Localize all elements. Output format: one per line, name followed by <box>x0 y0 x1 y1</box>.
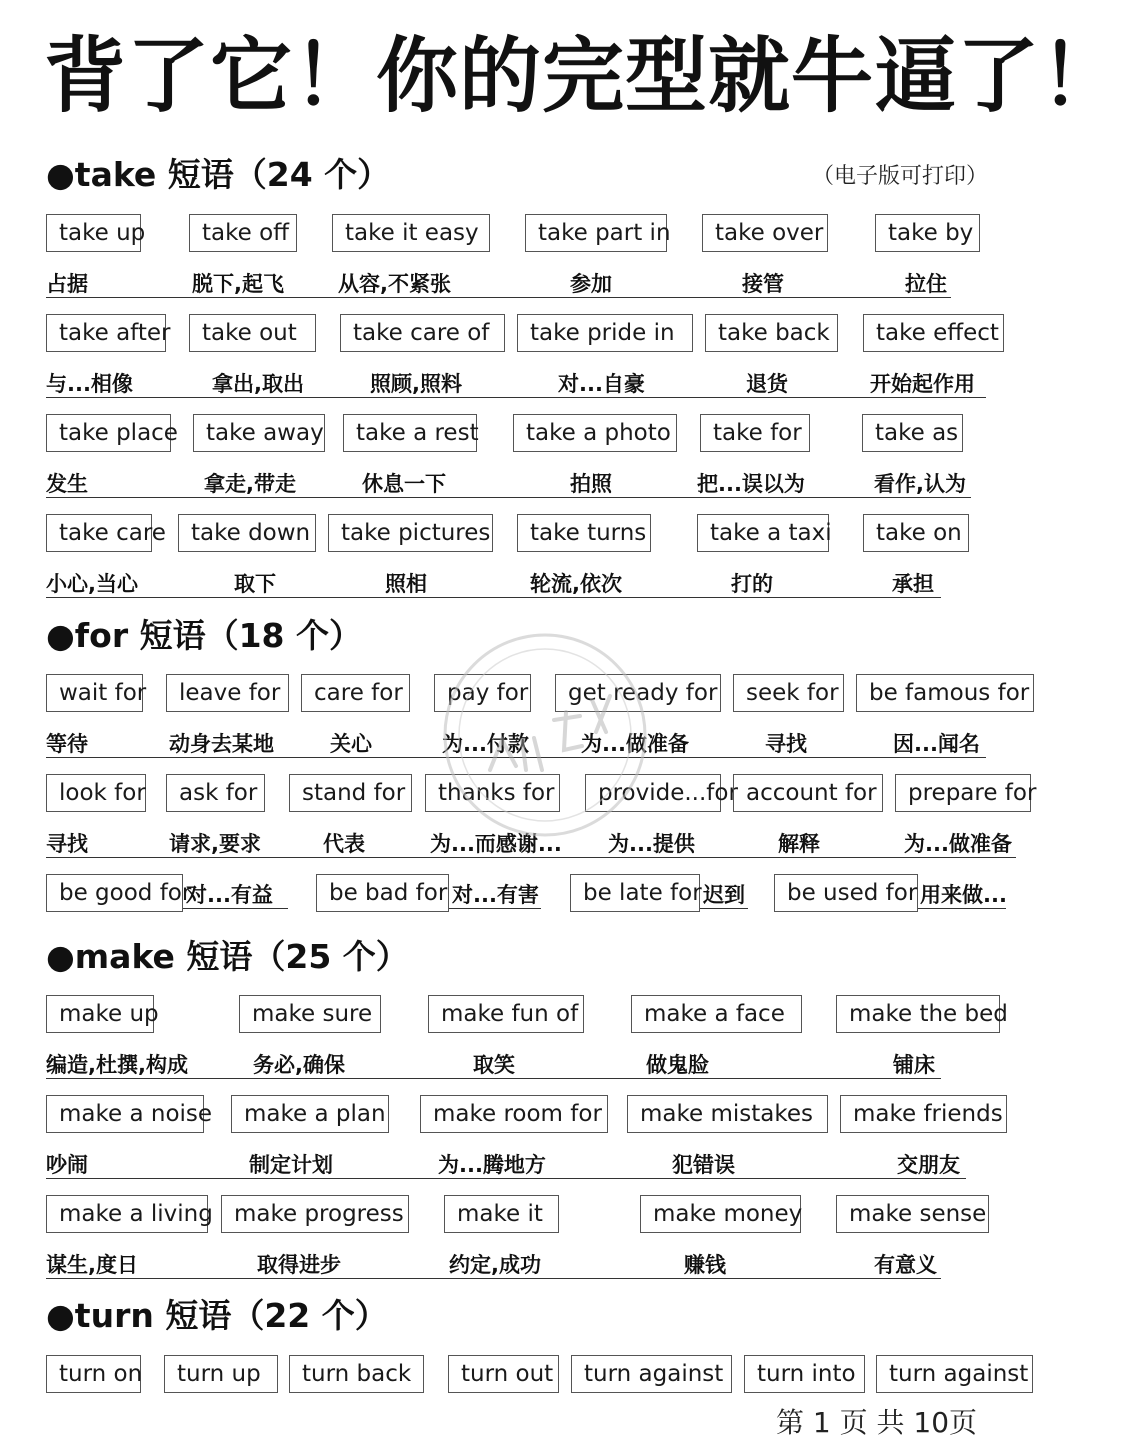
phrase-box: take a photo <box>513 414 677 452</box>
phrase-box: get ready for <box>555 674 721 712</box>
phrase-box: take it easy <box>332 214 490 252</box>
phrase-meaning: 编造,杜撰,构成 <box>46 1053 188 1077</box>
phrase-meaning: 休息一下 <box>362 472 446 496</box>
phrase-meaning: 铺床 <box>893 1053 935 1077</box>
phrase-box: seek for <box>733 674 844 712</box>
phrase-box: make a plan <box>231 1095 389 1133</box>
phrase-meaning: 因...闻名 <box>893 732 980 756</box>
phrase-box: turn against <box>876 1355 1033 1393</box>
phrase-box: make friends <box>840 1095 1007 1133</box>
phrase-box: take down <box>178 514 316 552</box>
phrase-box: wait for <box>46 674 143 712</box>
phrase-meaning: 为...付款 <box>442 732 529 756</box>
phrase-box: take back <box>705 314 838 352</box>
underline <box>46 1178 966 1179</box>
phrase-box: turn out <box>448 1355 559 1393</box>
underline <box>449 908 541 909</box>
phrase-meaning: 寻找 <box>46 832 88 856</box>
section-heading-take: ●take 短语（24 个） <box>46 155 391 194</box>
phrase-box: take as <box>862 414 963 452</box>
phrase-meaning: 为...做准备 <box>904 832 1012 856</box>
phrase-box: take off <box>189 214 297 252</box>
phrase-box: be bad for <box>316 874 449 912</box>
phrase-meaning: 与...相像 <box>46 372 133 396</box>
phrase-box: take over <box>702 214 828 252</box>
phrase-meaning: 为...提供 <box>608 832 695 856</box>
phrase-meaning: 赚钱 <box>684 1253 726 1277</box>
phrase-meaning: 脱下,起飞 <box>192 272 284 296</box>
phrase-meaning: 发生 <box>46 472 88 496</box>
phrase-box: take up <box>46 214 141 252</box>
phrase-box: stand for <box>289 774 412 812</box>
phrase-box: account for <box>733 774 883 812</box>
phrase-meaning: 迟到 <box>703 883 745 907</box>
phrase-meaning: 打的 <box>731 572 773 596</box>
phrase-box: pay for <box>434 674 531 712</box>
phrase-meaning: 接管 <box>742 272 784 296</box>
underline <box>46 597 941 598</box>
phrase-box: ask for <box>166 774 265 812</box>
phrase-box: thanks for <box>425 774 560 812</box>
phrase-meaning: 取得进步 <box>257 1253 341 1277</box>
section-heading-turn: ●turn 短语（22 个） <box>46 1296 388 1335</box>
phrase-meaning: 请求,要求 <box>169 832 261 856</box>
underline <box>46 857 1016 858</box>
phrase-meaning: 谋生,度日 <box>46 1253 138 1277</box>
underline <box>700 908 748 909</box>
phrase-meaning: 制定计划 <box>249 1153 333 1177</box>
phrase-box: take a taxi <box>697 514 829 552</box>
phrase-meaning: 犯错误 <box>672 1153 735 1177</box>
phrase-meaning: 为...做准备 <box>581 732 689 756</box>
phrase-box: make fun of <box>428 995 584 1033</box>
phrase-meaning: 退货 <box>746 372 788 396</box>
phrase-box: turn up <box>164 1355 278 1393</box>
phrase-box: turn back <box>289 1355 424 1393</box>
phrase-box: take for <box>700 414 810 452</box>
phrase-meaning: 拉住 <box>905 272 947 296</box>
phrase-meaning: 寻找 <box>765 732 807 756</box>
phrase-box: make room for <box>420 1095 608 1133</box>
phrase-meaning: 等待 <box>46 732 88 756</box>
phrase-meaning: 照顾,照料 <box>370 372 462 396</box>
phrase-box: make mistakes <box>627 1095 828 1133</box>
page-footer: 第 1 页 共 10页 <box>776 1406 978 1439</box>
underline <box>46 397 986 398</box>
phrase-box: turn against <box>571 1355 732 1393</box>
phrase-box: make a face <box>631 995 802 1033</box>
phrase-meaning: 小心,当心 <box>46 572 138 596</box>
phrase-meaning: 占据 <box>46 272 88 296</box>
phrase-box: take a rest <box>343 414 477 452</box>
phrase-meaning: 看作,认为 <box>874 472 966 496</box>
phrase-box: make progress <box>221 1195 409 1233</box>
phrase-meaning: 参加 <box>570 272 612 296</box>
phrase-box: make it <box>444 1195 559 1233</box>
phrase-box: take place <box>46 414 171 452</box>
phrase-meaning: 务必,确保 <box>253 1053 345 1077</box>
phrase-box: take turns <box>517 514 651 552</box>
phrase-meaning: 解释 <box>778 832 820 856</box>
underline <box>46 1078 941 1079</box>
phrase-box: take care <box>46 514 152 552</box>
phrase-box: be famous for <box>856 674 1034 712</box>
phrase-box: take after <box>46 314 166 352</box>
page-title: 背了它！你的完型就牛逼了！ <box>44 29 1123 124</box>
phrase-box: be late for <box>570 874 700 912</box>
phrase-box: look for <box>46 774 146 812</box>
phrase-box: turn into <box>744 1355 865 1393</box>
phrase-box: make sense <box>836 1195 989 1233</box>
phrase-box: make sure <box>239 995 381 1033</box>
phrase-box: prepare for <box>895 774 1031 812</box>
underline <box>183 908 288 909</box>
phrase-box: take by <box>875 214 980 252</box>
phrase-box: leave for <box>166 674 289 712</box>
phrase-meaning: 轮流,依次 <box>530 572 622 596</box>
phrase-meaning: 从容,不紧张 <box>338 272 451 296</box>
phrase-box: make a noise <box>46 1095 204 1133</box>
phrase-meaning: 动身去某地 <box>169 732 274 756</box>
phrase-box: make money <box>640 1195 801 1233</box>
phrase-meaning: 为...而感谢... <box>430 832 562 856</box>
phrase-meaning: 关心 <box>330 732 372 756</box>
phrase-meaning: 对...自豪 <box>558 372 645 396</box>
phrase-box: make a living <box>46 1195 208 1233</box>
phrase-meaning: 开始起作用 <box>870 372 975 396</box>
phrase-meaning: 对...有害 <box>452 883 539 907</box>
phrase-box: make the bed <box>836 995 1000 1033</box>
phrase-meaning: 承担 <box>892 572 934 596</box>
section-heading-for: ●for 短语（18 个） <box>46 616 362 655</box>
phrase-box: take on <box>863 514 969 552</box>
phrase-meaning: 为...腾地方 <box>438 1153 546 1177</box>
phrase-box: turn on <box>46 1355 141 1393</box>
phrase-meaning: 对...有益 <box>186 883 273 907</box>
phrase-box: take away <box>193 414 325 452</box>
phrase-meaning: 吵闹 <box>46 1153 88 1177</box>
print-note: （电子版可打印） <box>812 164 989 189</box>
phrase-box: take part in <box>525 214 667 252</box>
underline <box>46 1278 941 1279</box>
phrase-box: make up <box>46 995 154 1033</box>
phrase-box: be good for <box>46 874 183 912</box>
phrase-meaning: 有意义 <box>874 1253 937 1277</box>
phrase-meaning: 拍照 <box>570 472 612 496</box>
phrase-meaning: 照相 <box>385 572 427 596</box>
phrase-meaning: 做鬼脸 <box>646 1053 709 1077</box>
phrase-box: take pride in <box>517 314 693 352</box>
underline <box>46 297 951 298</box>
phrase-meaning: 约定,成功 <box>449 1253 541 1277</box>
phrase-box: care for <box>301 674 410 712</box>
phrase-meaning: 用来做... <box>920 883 1007 907</box>
phrase-meaning: 拿出,取出 <box>212 372 304 396</box>
underline <box>46 497 971 498</box>
underline <box>46 757 986 758</box>
phrase-box: take pictures <box>328 514 493 552</box>
phrase-meaning: 把...误以为 <box>697 472 805 496</box>
phrase-meaning: 取笑 <box>473 1053 515 1077</box>
underline <box>918 908 1006 909</box>
section-heading-make: ●make 短语（25 个） <box>46 937 409 976</box>
phrase-box: take out <box>189 314 316 352</box>
phrase-meaning: 代表 <box>323 832 365 856</box>
phrase-box: take effect <box>863 314 1004 352</box>
phrase-box: provide...for <box>585 774 721 812</box>
phrase-box: take care of <box>340 314 505 352</box>
phrase-meaning: 取下 <box>234 572 276 596</box>
phrase-meaning: 交朋友 <box>897 1153 960 1177</box>
phrase-box: be used for <box>774 874 918 912</box>
phrase-meaning: 拿走,带走 <box>204 472 296 496</box>
